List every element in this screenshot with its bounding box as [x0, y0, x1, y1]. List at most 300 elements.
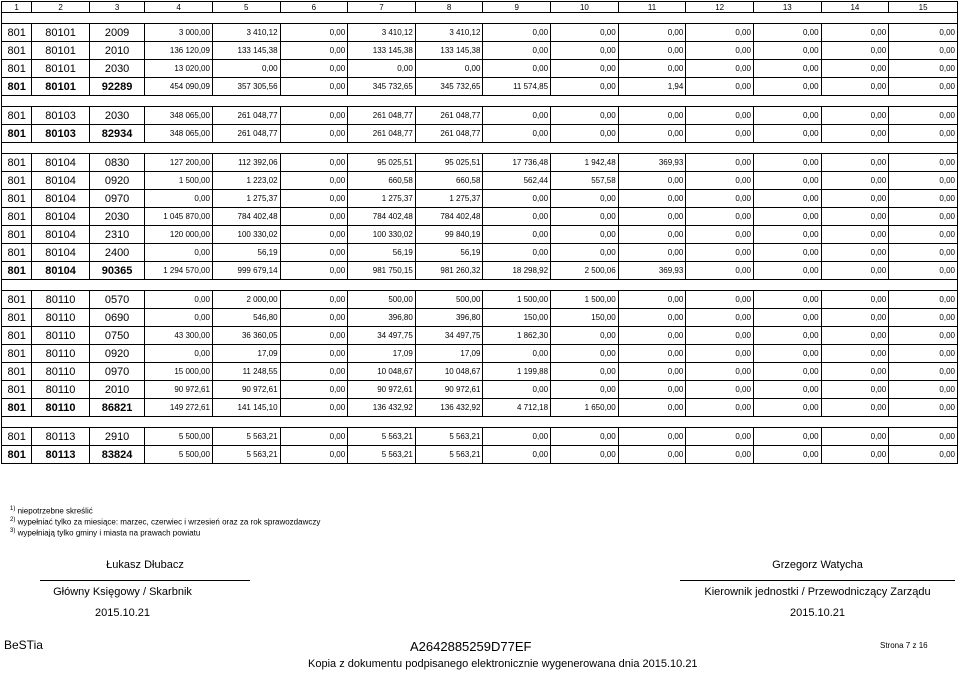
table-row-total [2, 399, 958, 417]
table-cell: 0,00 [280, 309, 348, 327]
table-cell: 1 500,00 [551, 291, 619, 309]
table-cell: 0,00 [889, 154, 958, 172]
table-cell: 0,00 [753, 154, 821, 172]
table-cell: 0,00 [280, 107, 348, 125]
table-cell: 90 972,61 [145, 381, 213, 399]
table-cell: 0,00 [889, 262, 958, 280]
table-cell: 95 025,51 [415, 154, 483, 172]
table-cell: 0,00 [686, 226, 754, 244]
table-cell: 0,00 [889, 190, 958, 208]
table-cell: 0570 [89, 291, 145, 309]
table-cell: 5 500,00 [145, 446, 213, 464]
table-cell: 0,00 [889, 381, 958, 399]
table-cell: 0,00 [821, 125, 889, 143]
table-row [2, 381, 958, 399]
table-cell: 454 090,09 [145, 78, 213, 96]
table-cell: 0,00 [686, 381, 754, 399]
column-number: 14 [821, 2, 889, 13]
table-cell: 0,00 [483, 226, 551, 244]
table-cell: 112 392,06 [212, 154, 280, 172]
table-cell: 0,00 [889, 428, 958, 446]
page-number: Strona 7 z 16 [880, 641, 928, 650]
table-cell: 100 330,02 [212, 226, 280, 244]
table-cell: 0,00 [889, 226, 958, 244]
table-cell: 80110 [32, 363, 90, 381]
table-cell: 0,00 [551, 345, 619, 363]
separator-cell [2, 13, 958, 24]
table-cell: 1 199,88 [483, 363, 551, 381]
table-cell: 0,00 [686, 107, 754, 125]
table-cell: 1 500,00 [145, 172, 213, 190]
table-cell: 801 [2, 363, 32, 381]
table-cell: 3 410,12 [348, 24, 416, 42]
table-cell: 0,00 [551, 428, 619, 446]
table-cell: 5 563,21 [212, 446, 280, 464]
table-cell: 0,00 [280, 24, 348, 42]
separator-cell [2, 96, 958, 107]
table-cell: 2010 [89, 381, 145, 399]
table-cell: 1 223,02 [212, 172, 280, 190]
table-row [2, 172, 958, 190]
table-cell: 34 497,75 [415, 327, 483, 345]
report-table [1, 1, 958, 464]
table-cell: 0,00 [686, 78, 754, 96]
right-sign-date: 2015.10.21 [789, 607, 846, 619]
table-cell: 0,00 [551, 226, 619, 244]
table-cell: 0,00 [753, 78, 821, 96]
table-cell: 136 432,92 [348, 399, 416, 417]
table-cell: 0,00 [889, 363, 958, 381]
table-row [2, 190, 958, 208]
table-cell: 0,00 [280, 345, 348, 363]
table-cell: 0,00 [618, 107, 686, 125]
table-cell: 80110 [32, 345, 90, 363]
table-cell: 660,58 [415, 172, 483, 190]
table-cell: 801 [2, 291, 32, 309]
table-cell: 0,00 [753, 125, 821, 143]
table-cell: 80104 [32, 226, 90, 244]
table-cell: 0,00 [551, 208, 619, 226]
table-cell: 801 [2, 381, 32, 399]
table-cell: 5 500,00 [145, 428, 213, 446]
table-cell: 345 732,65 [415, 78, 483, 96]
table-cell: 801 [2, 190, 32, 208]
table-cell: 0,00 [551, 446, 619, 464]
table-cell: 0,00 [821, 399, 889, 417]
table-cell: 34 497,75 [348, 327, 416, 345]
table-cell: 0,00 [686, 42, 754, 60]
right-signer-role: Kierownik jednostki / Przewodniczący Zarządu [704, 586, 931, 598]
table-cell: 0,00 [686, 60, 754, 78]
table-cell: 141 145,10 [212, 399, 280, 417]
table-cell: 0,00 [821, 78, 889, 96]
table-cell: 546,80 [212, 309, 280, 327]
table-cell: 83824 [89, 446, 145, 464]
table-cell: 1 294 570,00 [145, 262, 213, 280]
table-row-total [2, 446, 958, 464]
table-cell: 0,00 [753, 107, 821, 125]
table-cell: 80110 [32, 399, 90, 417]
table-cell: 0,00 [821, 428, 889, 446]
table-cell: 0,00 [280, 60, 348, 78]
table-cell: 801 [2, 345, 32, 363]
table-cell: 5 563,21 [348, 428, 416, 446]
table-cell: 0,00 [280, 363, 348, 381]
table-row [2, 309, 958, 327]
table-cell: 0,00 [618, 226, 686, 244]
table-cell: 0,00 [821, 226, 889, 244]
table-cell: 80110 [32, 309, 90, 327]
table-cell: 0690 [89, 309, 145, 327]
table-cell: 0,00 [618, 428, 686, 446]
table-cell: 0970 [89, 190, 145, 208]
table-cell: 0,00 [889, 78, 958, 96]
table-cell: 82934 [89, 125, 145, 143]
table-cell: 0,00 [753, 208, 821, 226]
table-cell: 0,00 [889, 244, 958, 262]
table-cell: 80113 [32, 446, 90, 464]
table-cell: 149 272,61 [145, 399, 213, 417]
table-row [2, 154, 958, 172]
table-cell: 2400 [89, 244, 145, 262]
table-cell: 0,00 [889, 327, 958, 345]
table-cell: 1 862,30 [483, 327, 551, 345]
table-cell: 0,00 [618, 42, 686, 60]
table-cell: 56,19 [348, 244, 416, 262]
table-cell: 0,00 [618, 309, 686, 327]
table-cell: 80101 [32, 78, 90, 96]
column-number: 6 [280, 2, 348, 13]
table-cell: 261 048,77 [348, 125, 416, 143]
table-cell: 0,00 [686, 309, 754, 327]
table-cell: 92289 [89, 78, 145, 96]
table-cell: 0,00 [618, 363, 686, 381]
table-cell: 369,93 [618, 154, 686, 172]
table-cell: 133 145,38 [212, 42, 280, 60]
table-cell: 0,00 [686, 345, 754, 363]
table-cell: 0,00 [753, 244, 821, 262]
table-cell: 0,00 [753, 345, 821, 363]
table-cell: 0,00 [889, 42, 958, 60]
table-cell: 500,00 [415, 291, 483, 309]
table-cell: 133 145,38 [348, 42, 416, 60]
table-cell: 0,00 [821, 309, 889, 327]
table-cell: 17,09 [415, 345, 483, 363]
table-cell: 0,00 [483, 24, 551, 42]
table-cell: 0,00 [483, 125, 551, 143]
table-cell: 0,00 [551, 381, 619, 399]
table-cell: 0,00 [348, 60, 416, 78]
table-cell: 0,00 [753, 172, 821, 190]
table-cell: 0,00 [889, 309, 958, 327]
table-cell: 136 432,92 [415, 399, 483, 417]
table-cell: 981 750,15 [348, 262, 416, 280]
table-cell: 801 [2, 399, 32, 417]
table-cell: 0,00 [821, 154, 889, 172]
table-cell: 13 020,00 [145, 60, 213, 78]
table-cell: 80104 [32, 262, 90, 280]
table-cell: 0,00 [145, 244, 213, 262]
table-cell: 801 [2, 244, 32, 262]
table-cell: 0,00 [889, 125, 958, 143]
table-cell: 369,93 [618, 262, 686, 280]
table-cell: 345 732,65 [348, 78, 416, 96]
table-cell: 0,00 [280, 381, 348, 399]
table-cell: 0,00 [686, 172, 754, 190]
table-cell: 2 500,06 [551, 262, 619, 280]
table-cell: 0,00 [145, 345, 213, 363]
column-number: 9 [483, 2, 551, 13]
table-cell: 0,00 [145, 309, 213, 327]
table-cell: 0,00 [686, 399, 754, 417]
table-cell: 0,00 [280, 446, 348, 464]
table-cell: 0,00 [821, 446, 889, 464]
group-separator [2, 417, 958, 428]
table-cell: 100 330,02 [348, 226, 416, 244]
table-cell: 0,00 [821, 42, 889, 60]
table-cell: 0,00 [821, 262, 889, 280]
table-cell: 0,00 [753, 42, 821, 60]
table-cell: 801 [2, 446, 32, 464]
column-number: 1 [2, 2, 32, 13]
table-cell: 80110 [32, 327, 90, 345]
table-cell: 0,00 [889, 208, 958, 226]
table-cell: 348 065,00 [145, 107, 213, 125]
table-cell: 80110 [32, 291, 90, 309]
table-cell: 10 048,67 [348, 363, 416, 381]
table-cell: 0,00 [618, 291, 686, 309]
table-cell: 0970 [89, 363, 145, 381]
table-cell: 0,00 [618, 172, 686, 190]
column-number: 3 [89, 2, 145, 13]
table-row [2, 107, 958, 125]
table-cell: 0,00 [753, 262, 821, 280]
table-cell: 0,00 [551, 190, 619, 208]
table-row [2, 226, 958, 244]
table-cell: 0,00 [686, 125, 754, 143]
table-cell: 80113 [32, 428, 90, 446]
table-cell: 86821 [89, 399, 145, 417]
table-cell: 0,00 [551, 363, 619, 381]
table-cell: 150,00 [483, 309, 551, 327]
table-cell: 80104 [32, 154, 90, 172]
table-cell: 0,00 [551, 244, 619, 262]
table-cell: 3 000,00 [145, 24, 213, 42]
table-row [2, 60, 958, 78]
table-cell: 3 410,12 [212, 24, 280, 42]
table-cell: 0,00 [280, 327, 348, 345]
table-cell: 2010 [89, 42, 145, 60]
table-cell: 56,19 [415, 244, 483, 262]
table-cell: 0,00 [280, 125, 348, 143]
column-number: 2 [32, 2, 90, 13]
table-cell: 0,00 [753, 291, 821, 309]
table-cell: 99 840,19 [415, 226, 483, 244]
table-cell: 2910 [89, 428, 145, 446]
table-cell: 0,00 [889, 24, 958, 42]
table-cell: 0,00 [686, 291, 754, 309]
table-cell: 0,00 [280, 172, 348, 190]
table-cell: 90 972,61 [348, 381, 416, 399]
table-cell: 2009 [89, 24, 145, 42]
separator-cell [2, 143, 958, 154]
column-number: 13 [753, 2, 821, 13]
right-signer-name: Grzegorz Watycha [772, 559, 863, 571]
table-cell: 348 065,00 [145, 125, 213, 143]
table-cell: 557,58 [551, 172, 619, 190]
table-cell: 1 045 870,00 [145, 208, 213, 226]
table-row-total [2, 125, 958, 143]
table-cell: 999 679,14 [212, 262, 280, 280]
table-cell: 0,00 [280, 190, 348, 208]
table-cell: 0,00 [145, 190, 213, 208]
column-number-row [2, 2, 958, 13]
table-cell: 80104 [32, 190, 90, 208]
table-cell: 801 [2, 428, 32, 446]
table-cell: 0,00 [483, 428, 551, 446]
table-cell: 133 145,38 [415, 42, 483, 60]
table-cell: 0,00 [889, 446, 958, 464]
column-number: 11 [618, 2, 686, 13]
table-cell: 801 [2, 208, 32, 226]
table-cell: 801 [2, 78, 32, 96]
table-cell: 56,19 [212, 244, 280, 262]
table-cell: 1 942,48 [551, 154, 619, 172]
footnote-3: $^{3)}$ wypełniają tylko gminy i miasta na prawach powiatu [10, 528, 201, 538]
table-cell: 0,00 [618, 60, 686, 78]
table-cell: 0,00 [686, 244, 754, 262]
table-cell: 80104 [32, 172, 90, 190]
table-cell: 0,00 [551, 42, 619, 60]
table-cell: 0,00 [821, 345, 889, 363]
table-row [2, 24, 958, 42]
table-row [2, 42, 958, 60]
table-cell: 0,00 [145, 291, 213, 309]
table-row [2, 244, 958, 262]
table-cell: 5 563,21 [415, 428, 483, 446]
table-cell: 0,00 [889, 291, 958, 309]
table-cell: 396,80 [348, 309, 416, 327]
group-separator [2, 143, 958, 154]
group-separator [2, 280, 958, 291]
table-cell: 0,00 [483, 381, 551, 399]
column-number: 4 [145, 2, 213, 13]
table-cell: 1 650,00 [551, 399, 619, 417]
table-cell: 261 048,77 [348, 107, 416, 125]
table-cell: 0,00 [618, 327, 686, 345]
table-cell: 0,00 [821, 24, 889, 42]
table-cell: 0,00 [889, 172, 958, 190]
table-cell: 1 275,37 [212, 190, 280, 208]
table-cell: 660,58 [348, 172, 416, 190]
table-cell: 0,00 [686, 428, 754, 446]
table-cell: 11 574,85 [483, 78, 551, 96]
left-sign-date: 2015.10.21 [94, 607, 151, 619]
table-cell: 0,00 [686, 208, 754, 226]
table-cell: 0,00 [821, 208, 889, 226]
table-cell: 0,00 [686, 154, 754, 172]
table-cell: 0,00 [618, 345, 686, 363]
table-cell: 0,00 [821, 291, 889, 309]
table-cell: 396,80 [415, 309, 483, 327]
table-cell: 0,00 [686, 24, 754, 42]
table-cell: 0,00 [618, 399, 686, 417]
column-number: 7 [348, 2, 416, 13]
table-cell: 562,44 [483, 172, 551, 190]
table-cell: 36 360,05 [212, 327, 280, 345]
table-cell: 801 [2, 226, 32, 244]
table-body [2, 2, 958, 464]
table-cell: 0,00 [483, 446, 551, 464]
table-cell: 801 [2, 42, 32, 60]
table-cell: 5 563,21 [212, 428, 280, 446]
table-cell: 0,00 [551, 107, 619, 125]
table-cell: 261 048,77 [415, 125, 483, 143]
table-row [2, 208, 958, 226]
table-cell: 80110 [32, 381, 90, 399]
table-cell: 0,00 [753, 428, 821, 446]
table-row [2, 428, 958, 446]
table-cell: 0,00 [753, 24, 821, 42]
table-cell: 0,00 [821, 244, 889, 262]
table-cell: 80101 [32, 24, 90, 42]
table-row [2, 345, 958, 363]
table-cell: 0,00 [280, 399, 348, 417]
table-cell: 1,94 [618, 78, 686, 96]
table-cell: 0830 [89, 154, 145, 172]
table-cell: 80104 [32, 244, 90, 262]
table-cell: 801 [2, 327, 32, 345]
table-cell: 17,09 [348, 345, 416, 363]
left-signer-name: Łukasz Dłubacz [106, 559, 184, 571]
table-cell: 0,00 [753, 226, 821, 244]
table-cell: 801 [2, 262, 32, 280]
table-row [2, 363, 958, 381]
table-cell: 0,00 [618, 381, 686, 399]
table-cell: 0,00 [889, 107, 958, 125]
table-cell: 0,00 [889, 345, 958, 363]
table-cell: 80101 [32, 60, 90, 78]
table-cell: 0,00 [889, 399, 958, 417]
table-cell: 0,00 [686, 363, 754, 381]
table-cell: 0,00 [483, 60, 551, 78]
table-row [2, 291, 958, 309]
table-cell: 2 000,00 [212, 291, 280, 309]
table-cell: 0,00 [280, 291, 348, 309]
left-signature-line [40, 580, 250, 581]
column-number: 5 [212, 2, 280, 13]
table-cell: 4 712,18 [483, 399, 551, 417]
table-cell: 1 500,00 [483, 291, 551, 309]
table-cell: 357 305,56 [212, 78, 280, 96]
table-cell: 11 248,55 [212, 363, 280, 381]
table-cell: 801 [2, 309, 32, 327]
table-cell: 0,00 [753, 190, 821, 208]
table-cell: 0,00 [280, 42, 348, 60]
table-cell: 80101 [32, 42, 90, 60]
table-cell: 2030 [89, 107, 145, 125]
table-cell: 0,00 [686, 262, 754, 280]
table-cell: 136 120,09 [145, 42, 213, 60]
table-cell: 0,00 [280, 208, 348, 226]
table-cell: 0,00 [212, 60, 280, 78]
table-cell: 784 402,48 [415, 208, 483, 226]
table-cell: 0,00 [821, 327, 889, 345]
table-cell: 0,00 [280, 244, 348, 262]
table-cell: 0,00 [753, 363, 821, 381]
table-cell: 90 972,61 [415, 381, 483, 399]
table-cell: 0,00 [280, 262, 348, 280]
